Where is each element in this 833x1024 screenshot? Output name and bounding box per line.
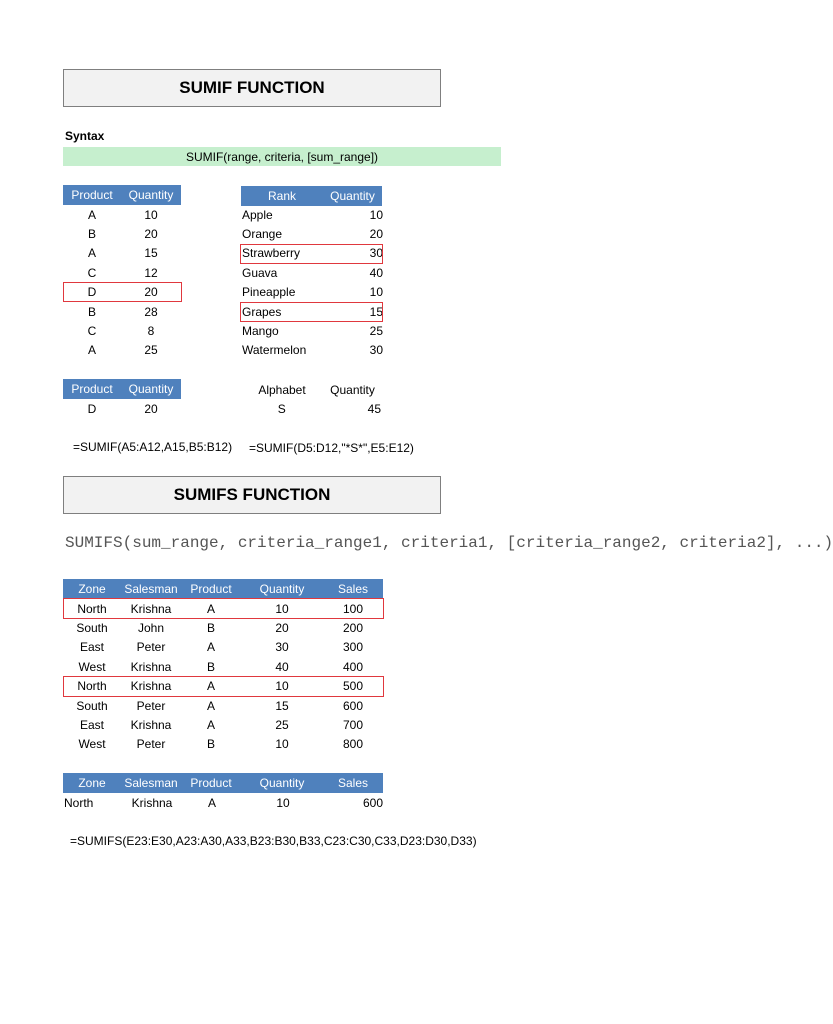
cell-sales: 200 [342, 620, 364, 635]
sumifs-highlight-row-5 [63, 676, 384, 697]
result1-quantity: 20 [144, 401, 158, 416]
table-row [63, 735, 383, 754]
cell-salesman: Peter [136, 698, 166, 713]
result1-product: D [87, 401, 97, 416]
table-row [63, 618, 383, 637]
table-row [241, 224, 384, 243]
result2-header [241, 380, 382, 400]
cell-quantity: 8 [147, 323, 155, 338]
table-row [241, 341, 384, 360]
cell-zone: East [79, 717, 104, 732]
result2-quantity: 45 [367, 401, 381, 416]
table-row [63, 321, 181, 340]
cell-product: A [206, 698, 215, 713]
result1-header-product: Product [71, 382, 113, 396]
cell-quantity: 20 [369, 226, 383, 241]
cell-sales: 600 [342, 698, 364, 713]
cell-product: A [87, 246, 96, 261]
sumifs-syntax: SUMIFS(sum_range, criteria_range1, criteria1, [criteria_range2, criteria2], ...) [65, 534, 833, 552]
cell-salesman: Krishna [130, 659, 172, 674]
sumifs-result-product: A [207, 795, 216, 810]
table-row [241, 283, 384, 302]
cell-rank: Guava [242, 265, 278, 280]
cell-quantity: 25 [144, 343, 158, 358]
cell-product: B [87, 226, 96, 241]
cell-zone: North [77, 679, 107, 694]
cell-quantity: 15 [369, 304, 383, 319]
cell-salesman: Peter [136, 737, 166, 752]
table2-header-quantity: Quantity [330, 189, 375, 203]
sumifs-highlight-row-1 [63, 598, 384, 619]
sumifs-title: SUMIFS FUNCTION [63, 476, 441, 514]
sumifs-header-sales: Sales [337, 582, 369, 596]
sumifs-result-header-salesman: Salesman [124, 776, 178, 790]
cell-zone: South [76, 698, 108, 713]
table-row [241, 263, 384, 282]
cell-product: B [206, 737, 215, 752]
cell-rank: Apple [242, 207, 273, 222]
sumifs-result-header-product: Product [190, 776, 232, 790]
cell-product: B [206, 620, 215, 635]
cell-product: C [87, 265, 97, 280]
cell-quantity: 12 [144, 265, 158, 280]
table-row [63, 244, 181, 263]
table-row [63, 341, 181, 360]
table-row [63, 696, 383, 715]
table-row [63, 638, 383, 657]
sumifs-result-row [63, 793, 383, 812]
cell-sales: 500 [342, 679, 364, 694]
cell-rank: Watermelon [242, 343, 307, 358]
cell-product: A [206, 679, 215, 694]
cell-product: C [87, 323, 97, 338]
table-row [63, 715, 383, 734]
cell-zone: West [78, 737, 106, 752]
sumifs-result-sales: 600 [362, 795, 383, 810]
sumifs-formula: =SUMIFS(E23:E30,A23:A30,A33,B23:B30,B33,C23:C30,C33,D23:D30,D33) [70, 834, 477, 848]
cell-quantity: 10 [275, 601, 289, 616]
cell-quantity: 28 [144, 304, 158, 319]
result1-row [63, 399, 181, 418]
cell-product: A [87, 343, 96, 358]
sumifs-result-header-quantity: Quantity [259, 776, 305, 790]
cell-quantity: 10 [369, 285, 383, 300]
sumif-formula-2: =SUMIF(D5:D12,"*S*",E5:E12) [249, 441, 414, 455]
cell-product: B [87, 304, 96, 319]
cell-product: B [206, 659, 215, 674]
cell-sales: 800 [342, 737, 364, 752]
cell-quantity: 10 [275, 737, 289, 752]
cell-quantity: 40 [369, 265, 383, 280]
sumifs-header-quantity: Quantity [259, 582, 305, 596]
table-row [63, 205, 181, 224]
sumifs-result-quantity: 10 [276, 795, 290, 810]
sumif-formula-1: =SUMIF(A5:A12,A15,B5:B12) [73, 440, 233, 454]
cell-sales: 400 [342, 659, 364, 674]
result2-header-alphabet: Alphabet [258, 383, 306, 397]
cell-quantity: 30 [275, 640, 289, 655]
cell-product: A [206, 717, 215, 732]
table-row [241, 205, 384, 224]
cell-salesman: John [137, 620, 165, 635]
cell-zone: East [79, 640, 104, 655]
cell-product: A [206, 640, 215, 655]
cell-zone: West [78, 659, 106, 674]
cell-sales: 300 [342, 640, 364, 655]
cell-product: A [206, 601, 215, 616]
cell-rank: Pineapple [242, 285, 296, 300]
sumifs-result-header [63, 773, 383, 793]
cell-sales: 100 [342, 601, 364, 616]
syntax-label: Syntax [65, 129, 105, 143]
cell-quantity: 40 [275, 659, 289, 674]
cell-quantity: 20 [144, 285, 158, 300]
cell-quantity: 10 [369, 207, 383, 222]
cell-quantity: 25 [275, 717, 289, 732]
sumifs-header-salesman: Salesman [124, 582, 178, 596]
sumifs-result-salesman: Krishna [131, 795, 173, 810]
cell-quantity: 15 [275, 698, 289, 713]
cell-quantity: 30 [369, 246, 383, 261]
cell-quantity: 15 [144, 246, 158, 261]
cell-product: A [87, 207, 96, 222]
cell-rank: Strawberry [242, 246, 301, 261]
result1-header [63, 379, 181, 399]
sumifs-result-zone: North [64, 795, 94, 810]
table1-header-product: Product [71, 188, 113, 202]
cell-rank: Grapes [242, 304, 282, 319]
table1-header [63, 185, 181, 205]
cell-quantity: 20 [275, 620, 289, 635]
table1-highlight-d [63, 282, 182, 302]
table2-highlight-strawberry [240, 244, 383, 264]
sumifs-result-header-zone: Zone [78, 776, 106, 790]
cell-product: D [87, 285, 97, 300]
result1-header-quantity: Quantity [128, 382, 174, 396]
cell-zone: North [77, 601, 107, 616]
cell-quantity: 10 [144, 207, 158, 222]
cell-quantity: 30 [369, 343, 383, 358]
table-row [63, 657, 383, 676]
table-row [63, 224, 181, 243]
table-row [241, 321, 384, 340]
cell-salesman: Krishna [130, 679, 172, 694]
cell-salesman: Krishna [130, 601, 172, 616]
sumifs-header-zone: Zone [78, 582, 106, 596]
cell-sales: 700 [342, 717, 364, 732]
table2-highlight-grapes [240, 302, 383, 322]
cell-quantity: 10 [275, 679, 289, 694]
cell-salesman: Peter [136, 640, 166, 655]
cell-rank: Orange [242, 226, 283, 241]
sumifs-table-header [63, 579, 383, 599]
cell-zone: South [76, 620, 108, 635]
table1-header-quantity: Quantity [128, 188, 174, 202]
table2-header-rank: Rank [267, 189, 296, 203]
result2-header-quantity: Quantity [330, 383, 375, 397]
sumif-syntax: SUMIF(range, criteria, [sum_range]) [63, 147, 501, 166]
sumifs-header-product: Product [190, 582, 232, 596]
result2-row [241, 399, 382, 418]
table2-header [241, 186, 382, 206]
cell-quantity: 25 [369, 323, 383, 338]
cell-quantity: 20 [144, 226, 158, 241]
cell-salesman: Krishna [130, 717, 172, 732]
table-row [63, 263, 181, 282]
result2-alphabet: S [277, 401, 286, 416]
table-row [63, 302, 181, 321]
sumifs-result-header-sales: Sales [337, 776, 369, 790]
sumif-title: SUMIF FUNCTION [63, 69, 441, 107]
cell-rank: Mango [242, 323, 279, 338]
